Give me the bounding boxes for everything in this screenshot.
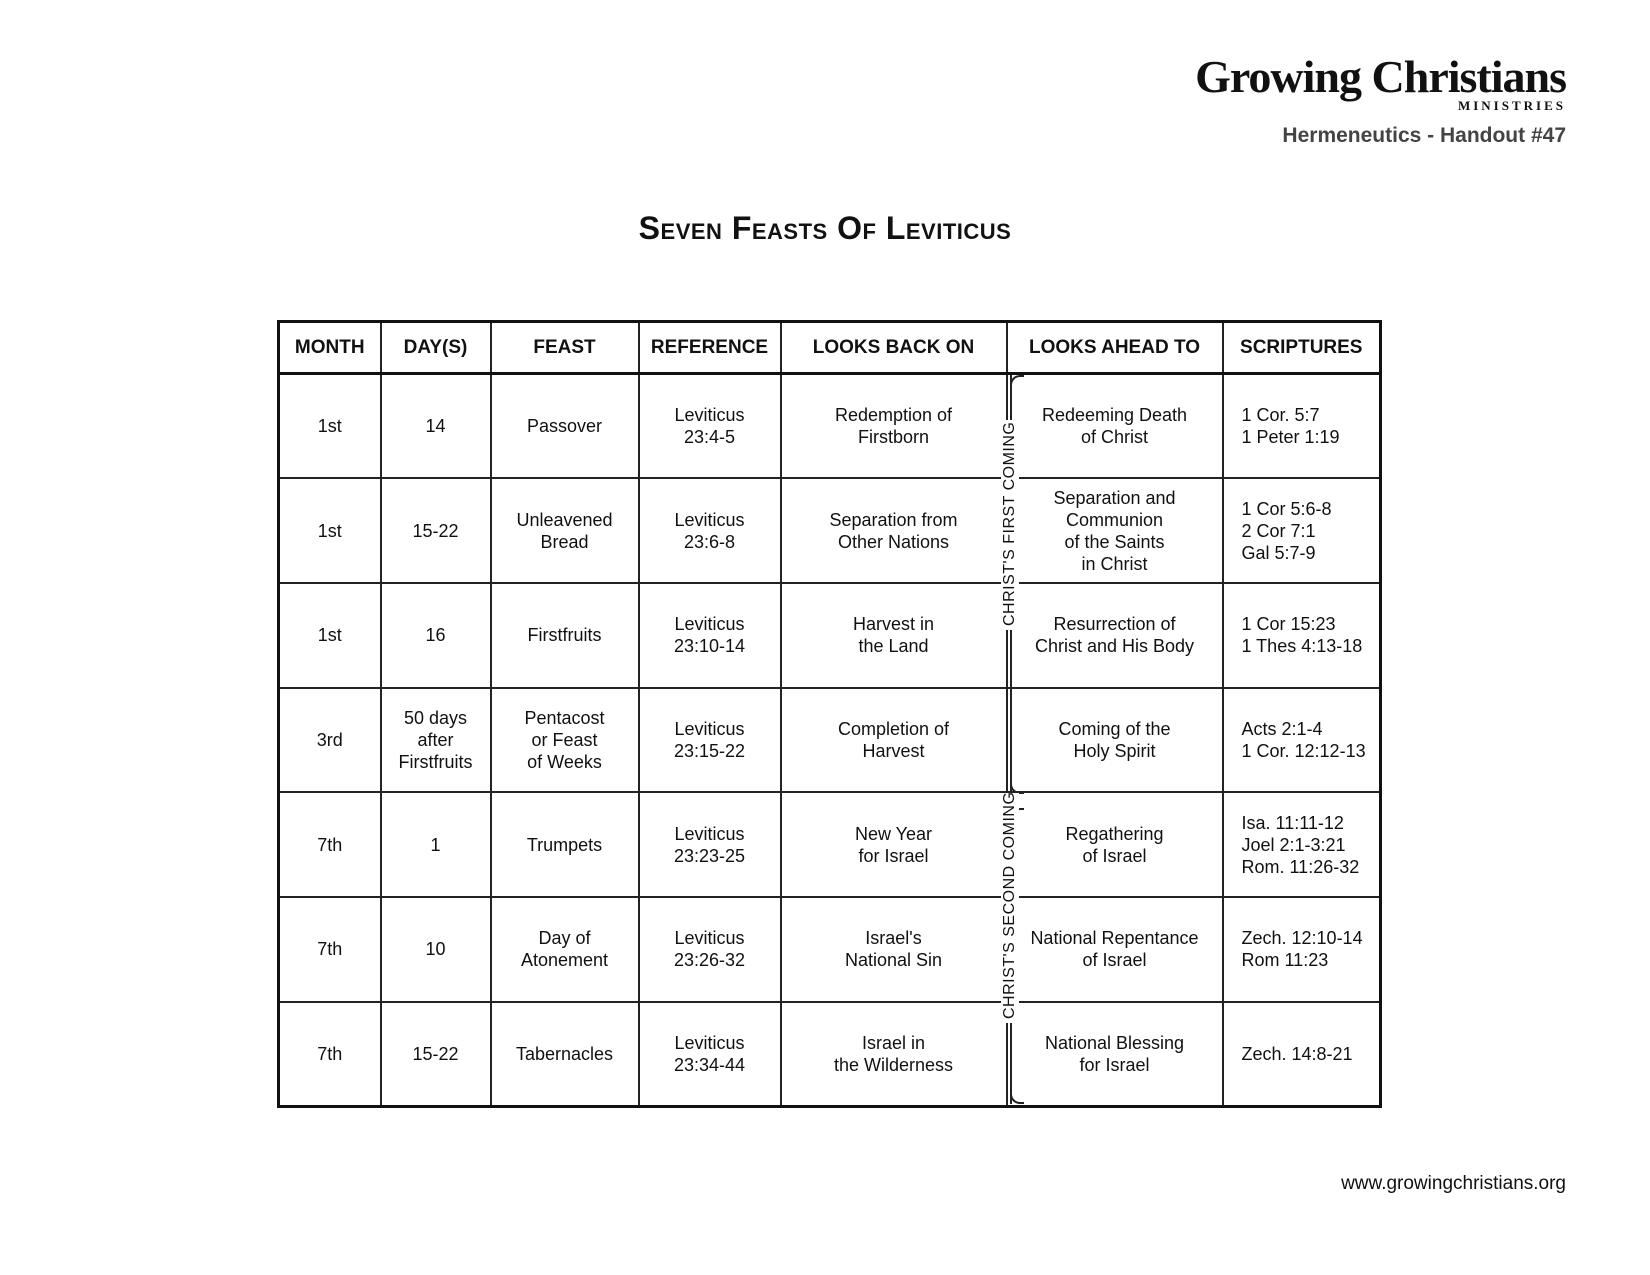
days-cell-text: 50 days after Firstfruits: [398, 707, 473, 772]
second-coming-label: CHRIST'S SECOND COMING: [1001, 793, 1019, 1023]
table-row: [279, 374, 1381, 479]
scriptures-cell: [1223, 897, 1381, 1002]
looks-back-cell: [781, 583, 1007, 688]
looks-back-cell: [781, 688, 1007, 793]
looks-back-cell-text: Completion of Harvest: [837, 718, 950, 761]
scriptures-cell-text: 1 Cor. 5:7 1 Peter 1:19: [1241, 405, 1340, 448]
reference-cell: [639, 374, 781, 479]
looks-back-cell-text: Israel in the Wilderness: [833, 1032, 954, 1075]
scriptures-cell-text: Zech. 14:8-21: [1241, 1043, 1353, 1064]
month-cell-text: 7th: [317, 1043, 343, 1064]
days-cell: [381, 1002, 491, 1107]
month-cell: [279, 1002, 381, 1107]
scriptures-cell-text: 1 Cor 15:23 1 Thes 4:13-18: [1241, 614, 1363, 657]
month-cell: [279, 897, 381, 1002]
month-cell: [279, 478, 381, 583]
header-looks-ahead-to: LOOKS AHEAD TO: [1007, 322, 1223, 374]
header-scriptures: SCRIPTURES: [1223, 322, 1381, 374]
looks-back-cell-text: New Year for Israel: [854, 823, 933, 866]
month-cell-text: 7th: [317, 834, 343, 855]
scriptures-cell-text: Acts 2:1-4 1 Cor. 12:12-13: [1241, 718, 1366, 761]
looks-back-cell-text: Separation from Other Nations: [829, 509, 958, 552]
month-cell-text: 7th: [317, 939, 343, 960]
scriptures-cell-text: Zech. 12:10-14 Rom 11:23: [1241, 928, 1363, 971]
days-cell: [381, 478, 491, 583]
reference-cell-text: Leviticus 23:10-14: [673, 614, 746, 657]
looks-back-cell-text: Harvest in the Land: [852, 614, 935, 657]
feast-cell: [491, 478, 639, 583]
days-cell: [381, 897, 491, 1002]
looks-ahead-cell-text: Separation and Communion of the Saints in Christ: [1053, 487, 1176, 574]
feasts-table: [277, 320, 1382, 1108]
looks-back-cell-text: Israel's National Sin: [844, 928, 943, 971]
looks-ahead-cell: [1007, 688, 1223, 793]
looks-ahead-cell-text: Redeeming Death of Christ: [1041, 405, 1188, 448]
scriptures-cell: [1223, 688, 1381, 793]
looks-back-cell: [781, 897, 1007, 1002]
table-body: [279, 374, 1381, 1107]
feast-cell: [491, 897, 639, 1002]
scriptures-cell: [1223, 792, 1381, 897]
feast-cell-text: Pentacost or Feast of Weeks: [524, 707, 605, 772]
table-header-row: [279, 322, 1381, 374]
scriptures-cell: [1223, 374, 1381, 479]
reference-cell: [639, 478, 781, 583]
header-feast: FEAST: [491, 322, 639, 374]
reference-cell-text: Leviticus 23:34-44: [673, 1032, 746, 1075]
page-title: Seven Feasts Of Leviticus: [638, 210, 1012, 246]
scriptures-cell: [1223, 478, 1381, 583]
handout-label: Hermeneutics - Handout #47: [1282, 124, 1566, 147]
looks-back-cell: [781, 478, 1007, 583]
reference-cell: [639, 583, 781, 688]
feast-cell-text: Unleavened Bread: [516, 509, 613, 552]
days-cell-text: 15-22: [412, 1043, 459, 1064]
feast-cell-text: Firstfruits: [527, 625, 602, 646]
reference-cell-text: Leviticus 23:6-8: [674, 509, 745, 552]
looks-ahead-cell: [1007, 1002, 1223, 1107]
reference-cell: [639, 1002, 781, 1107]
brand-name: Growing Christians: [1195, 51, 1566, 102]
first-coming-label: CHRIST'S FIRST COMING: [1001, 420, 1019, 630]
looks-ahead-cell-text: Regathering of Israel: [1065, 823, 1164, 866]
days-cell-text: 1: [430, 834, 441, 855]
looks-ahead-cell: [1007, 583, 1223, 688]
looks-ahead-cell-text: National Repentance of Israel: [1030, 928, 1199, 971]
footer-url[interactable]: www.growingchristians.org: [1341, 1173, 1566, 1194]
feasts-table-wrap: [277, 320, 1379, 1108]
looks-ahead-cell: [1007, 792, 1223, 897]
month-cell-text: 1st: [317, 416, 342, 437]
month-cell: [279, 374, 381, 479]
feast-cell-text: Tabernacles: [515, 1043, 614, 1064]
month-cell-text: 1st: [317, 625, 342, 646]
feast-cell-text: Day of Atonement: [520, 928, 609, 971]
feast-cell-text: Trumpets: [526, 834, 603, 855]
feast-cell: [491, 1002, 639, 1107]
feast-cell: [491, 792, 639, 897]
reference-cell-text: Leviticus 23:23-25: [673, 823, 746, 866]
month-cell-text: 3rd: [316, 729, 343, 750]
days-cell-text: 16: [425, 625, 446, 646]
reference-cell-text: Leviticus 23:26-32: [673, 928, 746, 971]
feast-cell: [491, 583, 639, 688]
looks-ahead-cell-text: Coming of the Holy Spirit: [1058, 718, 1171, 761]
looks-ahead-cell-text: Resurrection of Christ and His Body: [1034, 614, 1195, 657]
reference-cell: [639, 688, 781, 793]
scriptures-cell: [1223, 583, 1381, 688]
feast-cell-text: Passover: [526, 416, 603, 437]
days-cell: [381, 583, 491, 688]
month-cell: [279, 688, 381, 793]
brand-sub: MINISTRIES: [1457, 98, 1566, 113]
days-cell-text: 10: [425, 939, 446, 960]
days-cell: [381, 688, 491, 793]
reference-cell: [639, 897, 781, 1002]
table-row: [279, 792, 1381, 897]
reference-cell-text: Leviticus 23:4-5: [674, 405, 745, 448]
looks-back-cell: [781, 792, 1007, 897]
month-cell-text: 1st: [317, 520, 342, 541]
table-row: [279, 1002, 1381, 1107]
scriptures-cell-text: 1 Cor 5:6-8 2 Cor 7:1 Gal 5:7-9: [1241, 498, 1332, 563]
scriptures-cell: [1223, 1002, 1381, 1107]
reference-cell-text: Leviticus 23:15-22: [673, 718, 746, 761]
looks-ahead-cell: [1007, 478, 1223, 583]
table-row: [279, 688, 1381, 793]
header-month: MONTH: [279, 322, 381, 374]
days-cell-text: 15-22: [412, 520, 459, 541]
scriptures-cell-text: Isa. 11:11-12 Joel 2:1-3:21 Rom. 11:26-32: [1241, 812, 1360, 877]
looks-ahead-cell: [1007, 897, 1223, 1002]
feast-cell: [491, 688, 639, 793]
header-days: DAY(S): [381, 322, 491, 374]
reference-cell: [639, 792, 781, 897]
days-cell: [381, 792, 491, 897]
bracket-cap-top: [1010, 375, 1024, 389]
looks-ahead-cell-text: National Blessing for Israel: [1044, 1032, 1185, 1075]
days-cell-text: 14: [425, 416, 446, 437]
feast-cell: [491, 374, 639, 479]
looks-back-cell: [781, 374, 1007, 479]
table-row: [279, 478, 1381, 583]
looks-back-cell: [781, 1002, 1007, 1107]
header-reference: REFERENCE: [639, 322, 781, 374]
month-cell: [279, 792, 381, 897]
month-cell: [279, 583, 381, 688]
brand-logo: [1195, 51, 1566, 114]
table-row: [279, 583, 1381, 688]
table-row: [279, 897, 1381, 1002]
looks-back-cell-text: Redemption of Firstborn: [834, 405, 953, 448]
header-looks-back-on: LOOKS BACK ON: [781, 322, 1007, 374]
days-cell: [381, 374, 491, 479]
looks-ahead-cell: [1007, 374, 1223, 479]
